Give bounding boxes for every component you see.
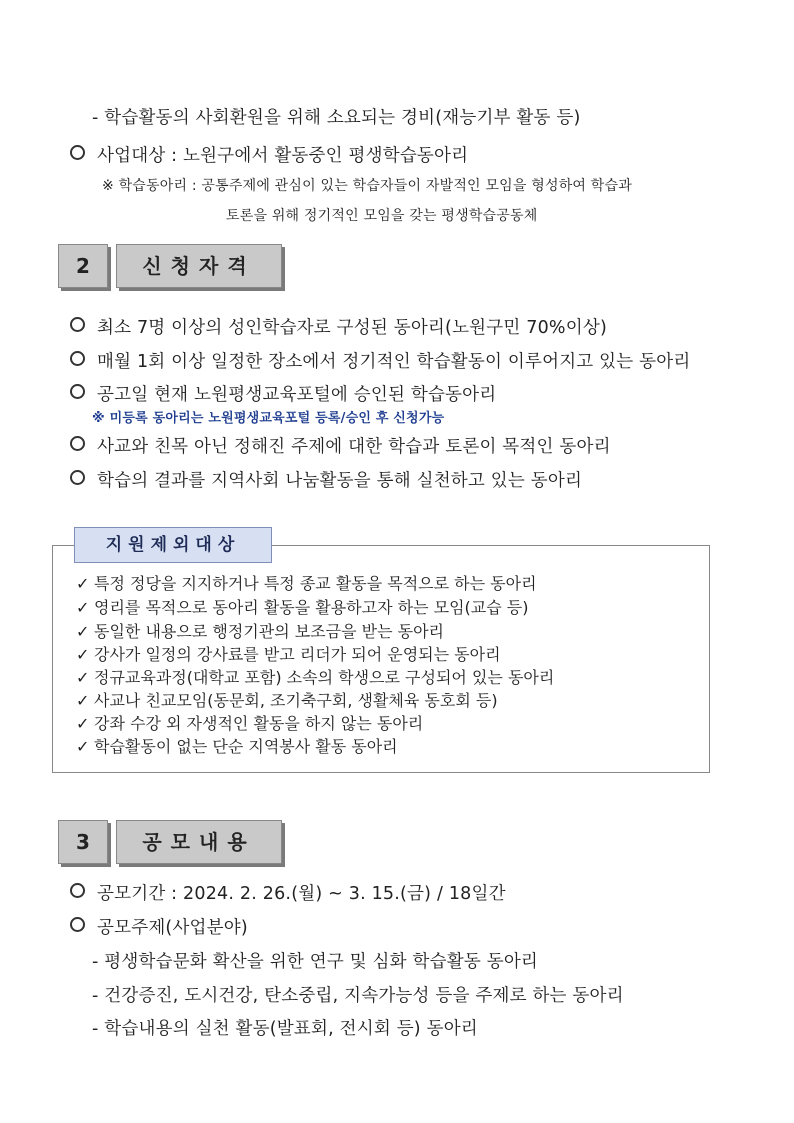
exclusion-label: 지원제외대상: [74, 527, 272, 563]
theme-item: [70, 914, 248, 939]
period-text: 공모기간 : 2024. 2. 26.(월) ~ 3. 15.(금) / 18일간: [97, 884, 506, 904]
exclusion-item: [76, 665, 554, 688]
circle-bullet-icon: [70, 317, 85, 332]
circle-bullet-icon: [70, 145, 85, 160]
theme-sub-item: - 학습내용의 실천 활동(발표회, 전시회 등) 동아리: [92, 1019, 478, 1039]
circle-bullet-icon: [70, 436, 85, 451]
section-title: 공모내용: [116, 820, 282, 864]
eligibility-item: [70, 348, 690, 373]
exclusion-item: [76, 642, 501, 665]
eligibility-item: [70, 314, 607, 339]
theme-sub-item: - 평생학습문화 확산을 위한 연구 및 심화 학습활동 동아리: [92, 952, 539, 972]
exclusion-text: 학습활동이 없는 단순 지역봉사 활동 동아리: [94, 737, 398, 756]
exclusion-item: [76, 619, 444, 642]
circle-bullet-icon: [70, 917, 85, 932]
intro-dash-item: - 학습활동의 사회환원을 위해 소요되는 경비(재능기부 활동 등): [92, 108, 581, 128]
circle-bullet-icon: [70, 351, 85, 366]
target-item: [70, 142, 468, 167]
theme-text: 공모주제(사업분야): [97, 918, 248, 938]
exclusion-text: 강사가 일정의 강사료를 받고 리더가 되어 운영되는 동아리: [94, 645, 501, 664]
intro-note-line1: ※ 학습동아리 : 공통주제에 관심이 있는 학습자들이 자발적인 모임을 형성하여 학습과: [102, 178, 632, 194]
check-icon: ✓: [76, 622, 90, 641]
check-icon: ✓: [76, 598, 90, 617]
eligibility-text: 사교와 친목 아닌 정해진 주제에 대한 학습과 토론이 목적인 동아리: [97, 437, 611, 457]
section-title: 신청자격: [116, 244, 282, 288]
period-item: [70, 880, 506, 905]
exclusion-text: 사교나 친교모임(동문회, 조기축구회, 생활체육 동호회 등): [94, 691, 498, 710]
exclusion-text: 영리를 목적으로 동아리 활동을 활용하고자 하는 모임(교습 등): [94, 598, 529, 617]
circle-bullet-icon: [70, 470, 85, 485]
eligibility-text: 학습의 결과를 지역사회 나눔활동을 통해 실천하고 있는 동아리: [97, 471, 583, 491]
check-icon: ✓: [76, 574, 90, 593]
exclusion-item: [76, 711, 423, 734]
exclusion-text: 강좌 수강 외 자생적인 활동을 하지 않는 동아리: [94, 714, 424, 733]
eligibility-item: [70, 467, 582, 492]
check-icon: ✓: [76, 714, 90, 733]
exclusion-item: [76, 688, 498, 711]
exclusion-text: 특정 정당을 지지하거나 특정 종교 활동을 목적으로 하는 동아리: [94, 574, 537, 593]
eligibility-item: [70, 381, 496, 406]
check-icon: ✓: [76, 691, 90, 710]
eligibility-text: 매월 1회 이상 일정한 장소에서 정기적인 학습활동이 이루어지고 있는 동아리: [97, 352, 691, 372]
unregistered-note: ※ 미등록 동아리는 노원평생교육포털 등록/승인 후 신청가능: [92, 411, 445, 426]
section-number: 3: [58, 820, 108, 864]
exclusion-text: 정규교육과정(대학교 포함) 소속의 학생으로 구성되어 있는 동아리: [94, 668, 555, 687]
check-icon: ✓: [76, 668, 90, 687]
intro-note-line2: 토론을 위해 정기적인 모임을 갖는 평생학습공동체: [226, 208, 538, 224]
eligibility-text: 최소 7명 이상의 성인학습자로 구성된 동아리(노원구민 70%이상): [97, 318, 607, 338]
exclusion-text: 동일한 내용으로 행정기관의 보조금을 받는 동아리: [94, 622, 445, 641]
theme-sub-item: - 건강증진, 도시건강, 탄소중립, 지속가능성 등을 주제로 하는 동아리: [92, 986, 624, 1006]
section-number: 2: [58, 244, 108, 288]
eligibility-item: [70, 433, 611, 458]
check-icon: ✓: [76, 645, 90, 664]
check-icon: ✓: [76, 737, 90, 756]
exclusion-item: [76, 734, 398, 757]
exclusion-item: [76, 571, 537, 594]
circle-bullet-icon: [70, 883, 85, 898]
target-text: 사업대상 : 노원구에서 활동중인 평생학습동아리: [97, 146, 469, 166]
exclusion-item: [76, 595, 529, 618]
circle-bullet-icon: [70, 384, 85, 399]
eligibility-text: 공고일 현재 노원평생교육포털에 승인된 학습동아리: [97, 385, 497, 405]
